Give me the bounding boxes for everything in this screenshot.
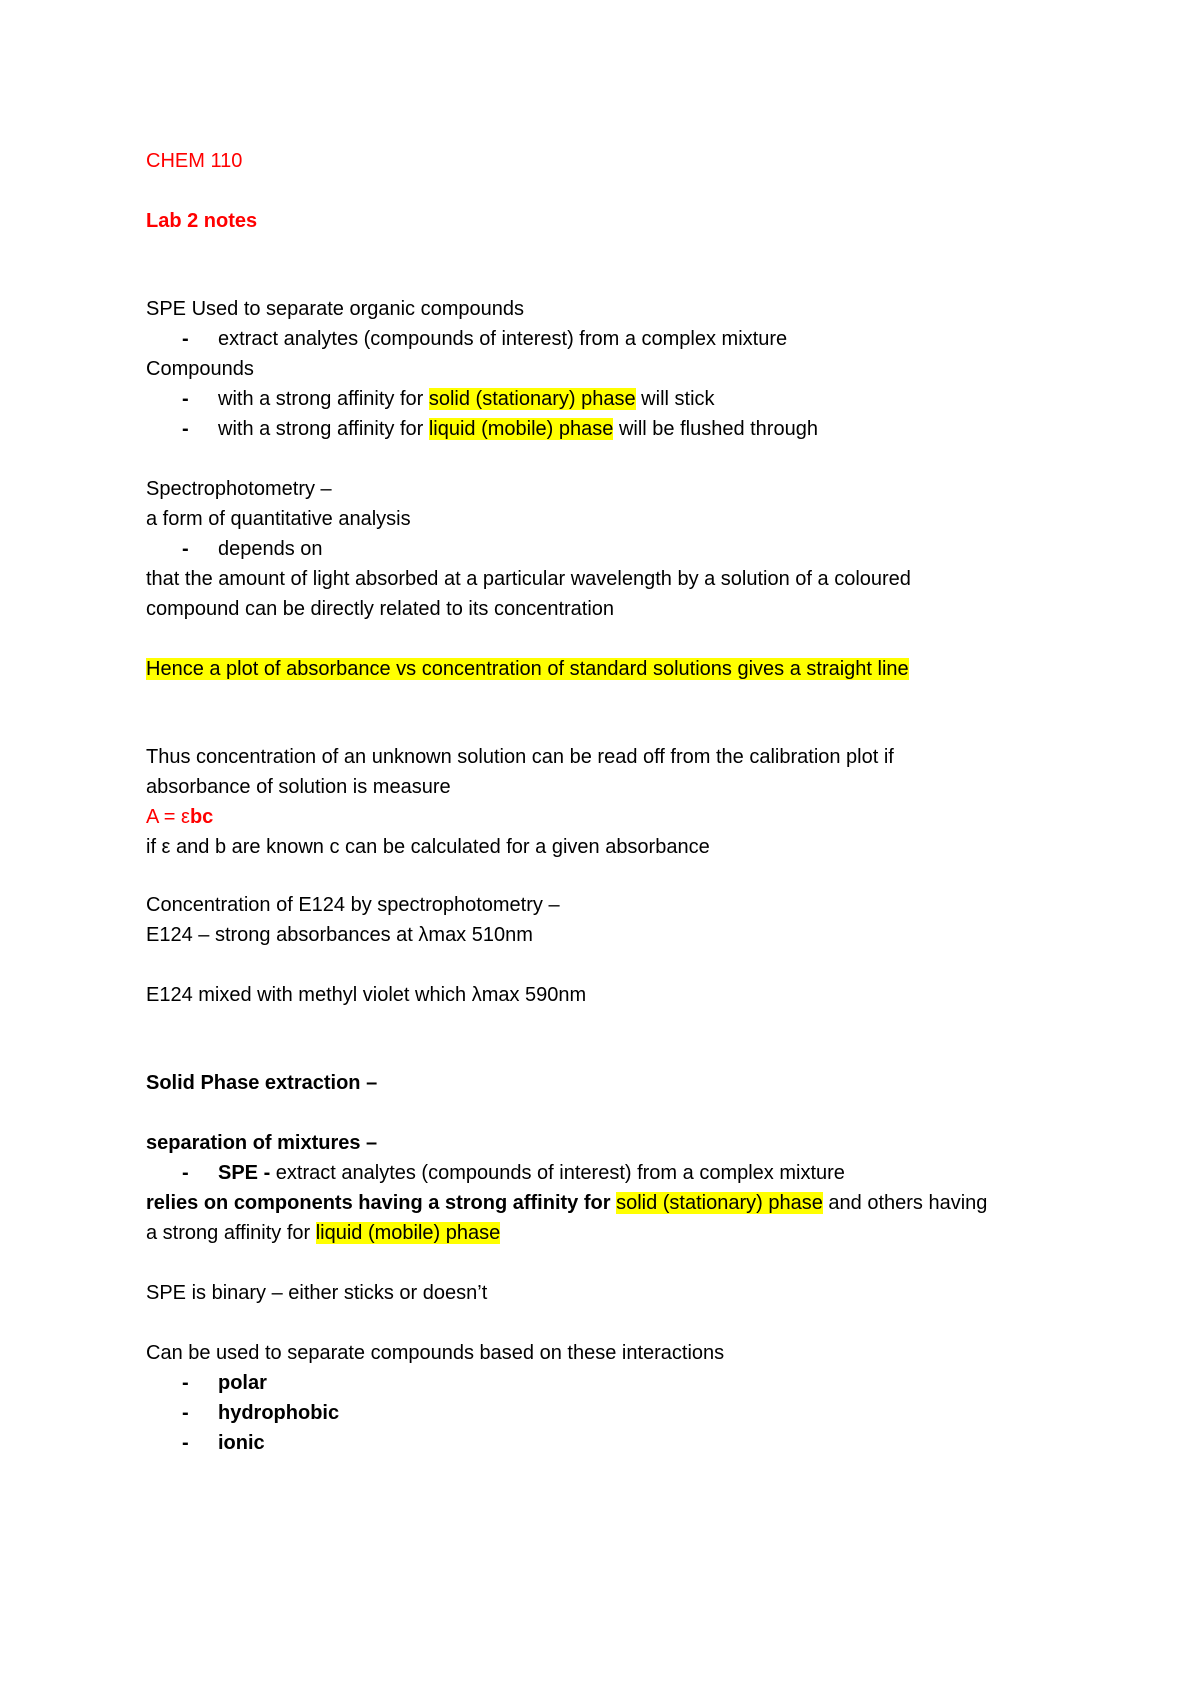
can-be-line: Can be used to separate compounds based on these interactions	[146, 1342, 725, 1364]
text-fragment: A = ε	[146, 806, 190, 828]
text-fragment: with a strong affinity for	[218, 418, 429, 440]
bullet-dash: -	[182, 538, 189, 560]
spe-intro-line: SPE Used to separate organic compounds	[146, 298, 524, 320]
bullet-dash: -	[182, 328, 189, 350]
e124-line: Concentration of E124 by spectrophotometry –	[146, 894, 560, 916]
solid-phase-heading: Solid Phase extraction –	[146, 1072, 378, 1094]
bullet-dash: -	[182, 1372, 189, 1394]
page-subtitle: Lab 2 notes	[146, 210, 258, 232]
bullet-dash: -	[182, 1162, 189, 1184]
interaction-item: polar	[218, 1372, 267, 1394]
text-fragment: SPE -	[218, 1162, 271, 1184]
e124-line: E124 mixed with methyl violet which λmax 590nm	[146, 984, 587, 1006]
interaction-item: ionic	[218, 1432, 265, 1454]
highlighted-text: liquid (mobile) phase	[428, 418, 614, 440]
text-fragment: a strong affinity for	[146, 1222, 316, 1244]
highlighted-text: solid (stationary) phase	[428, 388, 636, 410]
bullet-dash: -	[182, 418, 189, 440]
interaction-item: hydrophobic	[218, 1402, 340, 1424]
text-fragment: will be flushed through	[613, 418, 818, 440]
text-fragment: bc	[189, 806, 214, 828]
binary-line: SPE is binary – either sticks or doesn’t	[146, 1282, 488, 1304]
relies-line-continued	[146, 1220, 500, 1246]
known-line: if ε and b are known c can be calculated for a given absorbance	[146, 836, 710, 858]
highlighted-text: solid (stationary) phase	[616, 1192, 823, 1214]
page-title: CHEM 110	[146, 150, 243, 172]
bullet-dash: -	[182, 1432, 189, 1454]
spe-extract-bullet	[218, 1160, 845, 1186]
text-fragment: with a strong affinity for	[218, 388, 429, 410]
spectro-line: a form of quantitative analysis	[146, 508, 411, 530]
text-fragment: will stick	[635, 388, 715, 410]
compounds-label: Compounds	[146, 358, 254, 380]
spectro-line: compound can be directly related to its concentration	[146, 598, 615, 620]
spectro-heading: Spectrophotometry –	[146, 478, 332, 500]
text-fragment: extract analytes (compounds of interest) from a complex mixture	[270, 1162, 845, 1184]
highlighted-text: Hence a plot of absorbance vs concentration of standard solutions gives a straight line	[146, 658, 909, 680]
e124-line: E124 – strong absorbances at λmax 510nm	[146, 924, 533, 946]
spectro-line: that the amount of light absorbed at a particular wavelength by a solution of a coloured	[146, 568, 911, 590]
hence-line	[146, 656, 909, 682]
thus-line: Thus concentration of an unknown solution can be read off from the calibration plot if	[146, 746, 894, 768]
bullet-dash: -	[182, 388, 189, 410]
bullet-dash: -	[182, 1402, 189, 1424]
thus-line: absorbance of solution is measure	[146, 776, 451, 798]
highlighted-text: liquid (mobile) phase	[315, 1222, 501, 1244]
text-fragment: and others having	[822, 1192, 988, 1214]
spe-bullet-extract: extract analytes (compounds of interest) from a complex mixture	[218, 328, 788, 350]
spe-bullet-liquid	[218, 416, 818, 442]
formula	[146, 804, 213, 830]
separation-heading: separation of mixtures –	[146, 1132, 378, 1154]
text-fragment: relies on components having a strong affinity for	[146, 1192, 611, 1214]
spectro-bullet: depends on	[218, 538, 323, 560]
relies-line	[146, 1190, 987, 1216]
spe-bullet-solid	[218, 386, 715, 412]
